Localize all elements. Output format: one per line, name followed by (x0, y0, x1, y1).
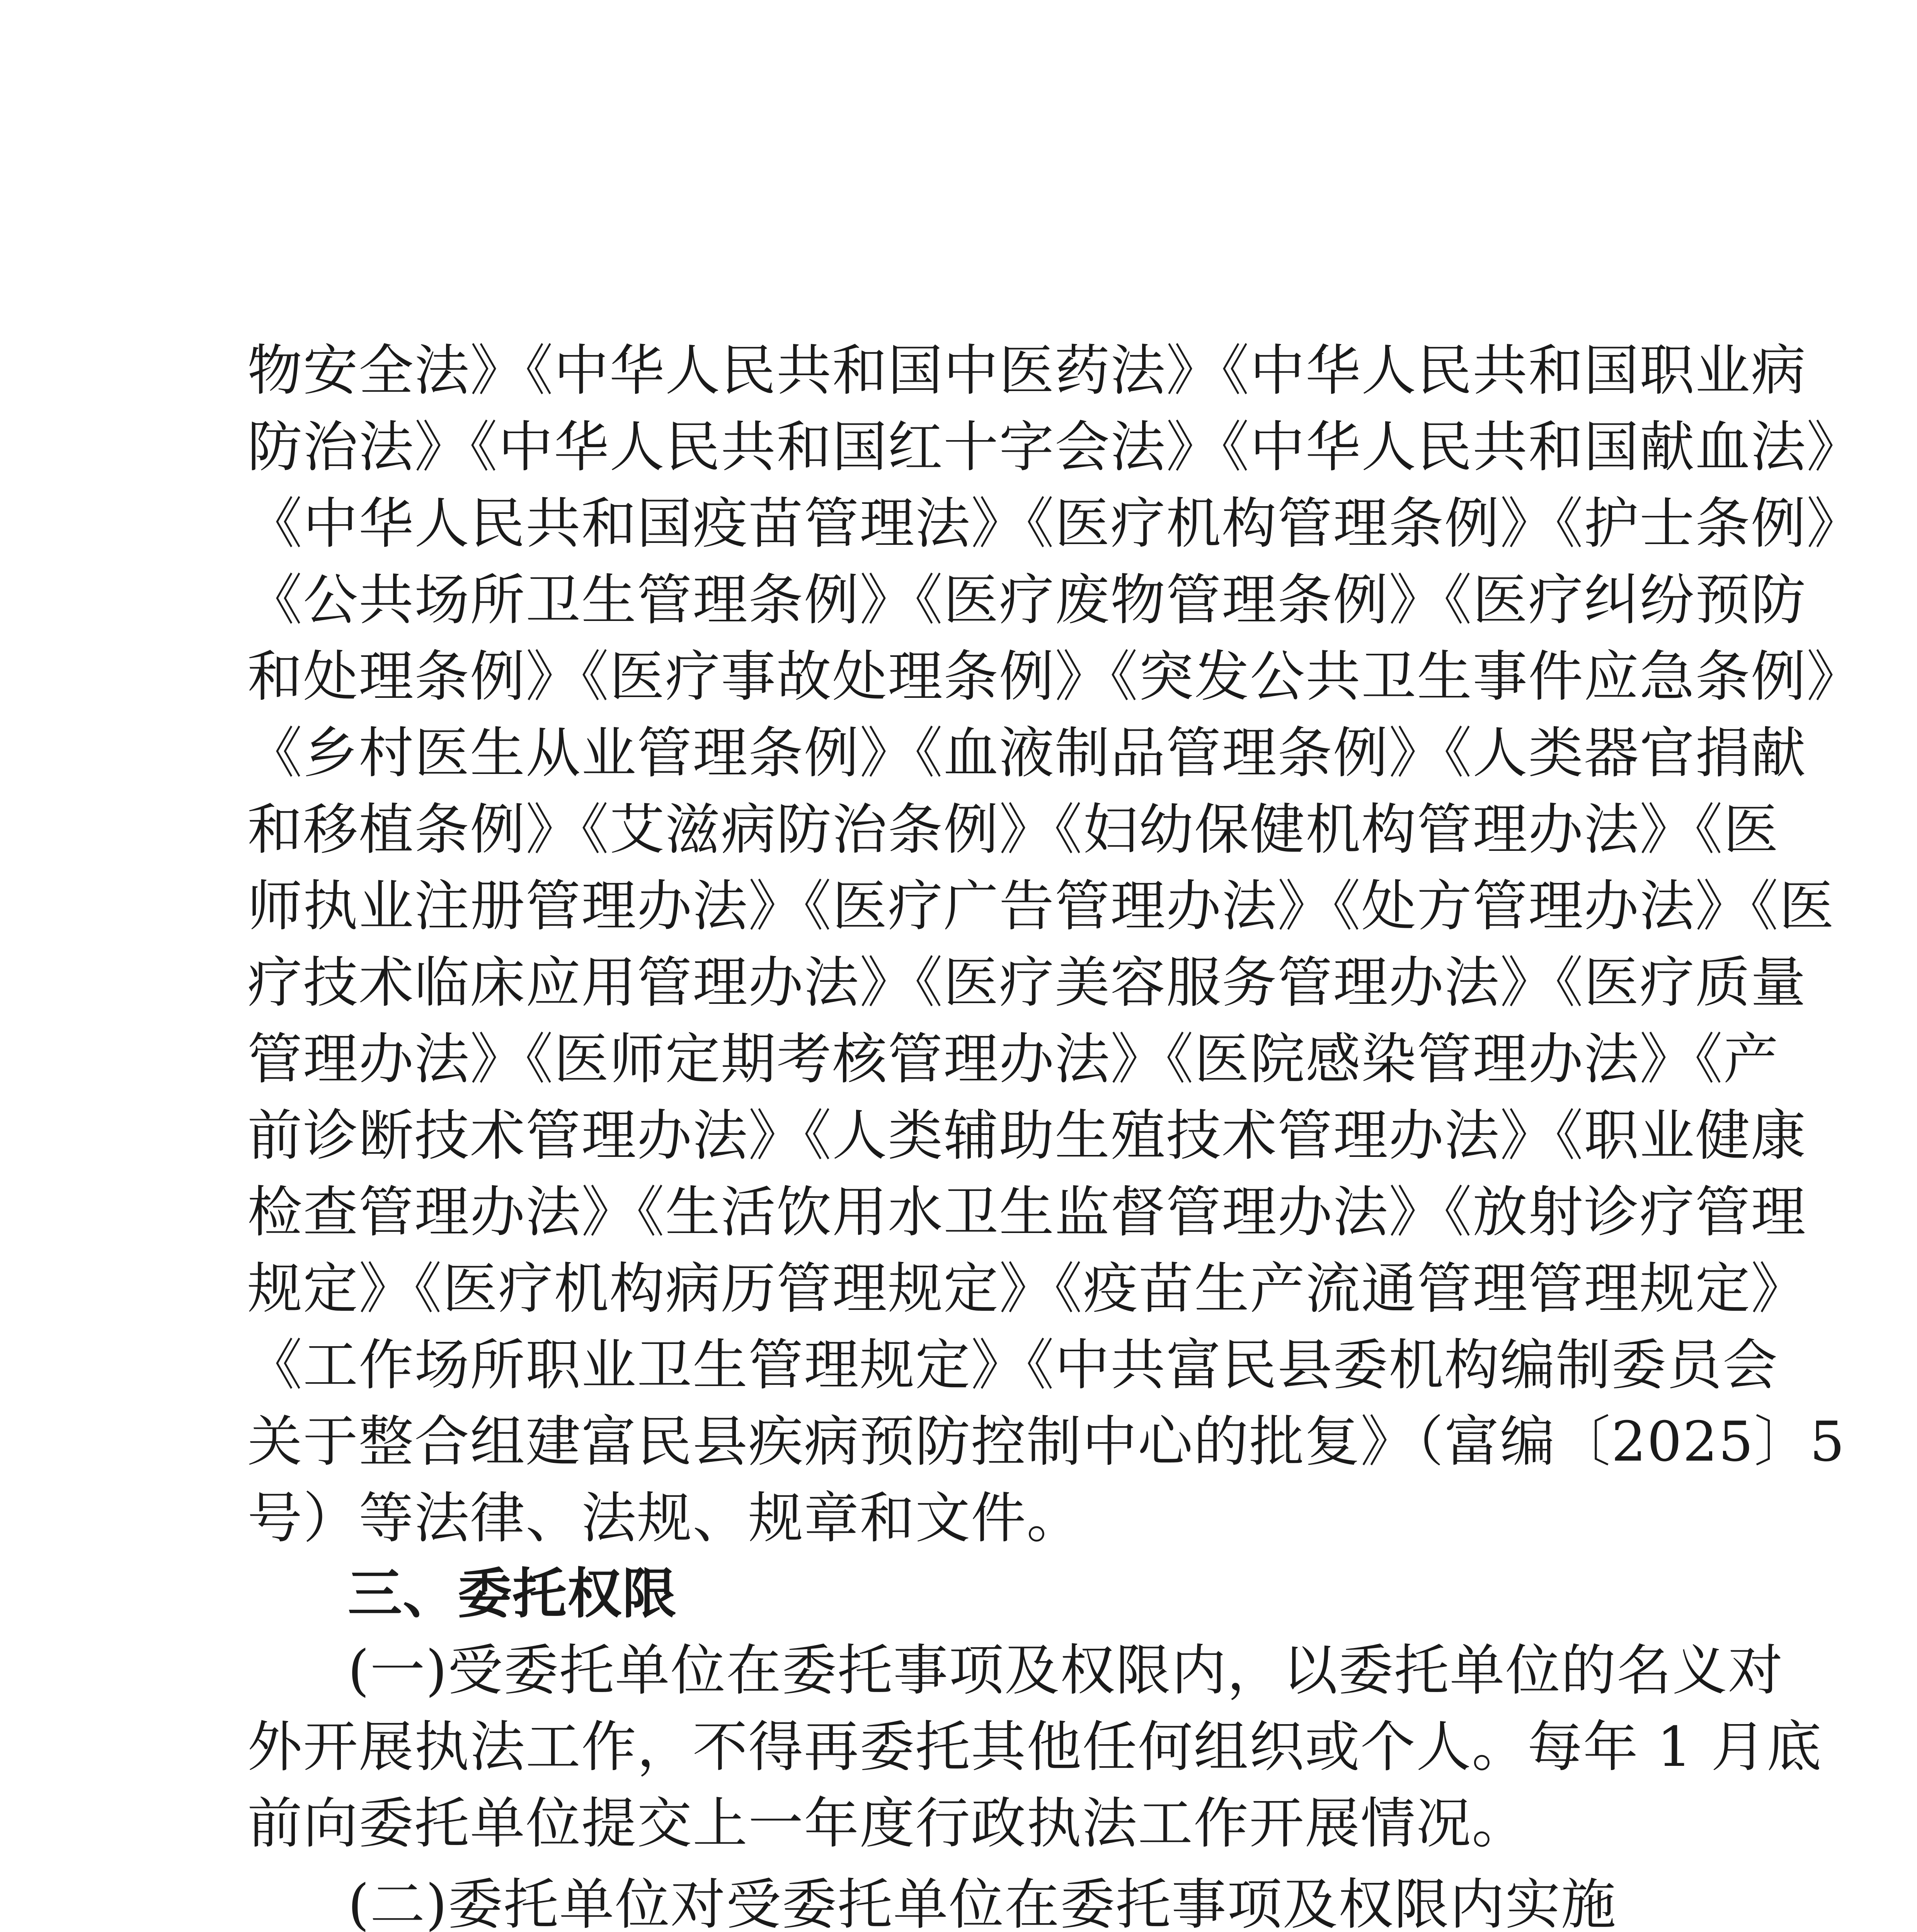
paragraph-1-line: 外开展执法工作，不得再委托其他任何组织或个人。每年 1 月底 (247, 1715, 1822, 1779)
body-text-line: 物安全法》《中华人民共和国中医药法》《中华人民共和国职业病 (247, 339, 1806, 403)
body-text-line: 检查管理办法》《生活饮用水卫生监督管理办法》《放射诊疗管理 (247, 1180, 1806, 1244)
section-heading: 三、委托权限 (348, 1563, 678, 1626)
paragraph-1-line: (一)受委托单位在委托事项及权限内，以委托单位的名义对 (348, 1639, 1784, 1702)
body-text-line: 号）等法律、法规、规章和文件。 (247, 1486, 1082, 1550)
body-text-line: 前诊断技术管理办法》《人类辅助生殖技术管理办法》《职业健康 (247, 1104, 1806, 1168)
body-text-line: 《中华人民共和国疫苗管理法》《医疗机构管理条例》《护士条例》 (247, 492, 1862, 556)
paragraph-1-line: 前向委托单位提交上一年度行政执法工作开展情况。 (247, 1792, 1527, 1855)
body-text-line: 规定》《医疗机构病历管理规定》《疫苗生产流通管理管理规定》 (247, 1257, 1806, 1321)
body-text-line: 和移植条例》《艾滋病防治条例》《妇幼保健机构管理办法》《医 (247, 798, 1779, 862)
body-text-line: 和处理条例》《医疗事故处理条例》《突发公共卫生事件应急条例》 (247, 645, 1862, 709)
body-text-line: 师执业注册管理办法》《医疗广告管理办法》《处方管理办法》《医 (247, 874, 1835, 938)
body-text-line: 《工作场所职业卫生管理规定》《中共富民县委机构编制委员会 (247, 1333, 1778, 1397)
body-text-line: 关于整合组建富民县疾病预防控制中心的批复》（富编〔2025〕5 (247, 1410, 1845, 1474)
paragraph-2-line: (二)委托单位对受委托单位在委托事项及权限内实施 (348, 1873, 1617, 1932)
body-text-line: 防治法》《中华人民共和国红十字会法》《中华人民共和国献血法》 (247, 415, 1862, 479)
body-text-line: 《公共场所卫生管理条例》《医疗废物管理条例》《医疗纠纷预防 (247, 568, 1806, 632)
body-text-line: 管理办法》《医师定期考核管理办法》《医院感染管理办法》《产 (247, 1027, 1779, 1091)
body-text-line: 疗技术临床应用管理办法》《医疗美容服务管理办法》《医疗质量 (247, 951, 1806, 1015)
body-text-line: 《乡村医生从业管理条例》《血液制品管理条例》《人类器官捐献 (247, 721, 1806, 785)
